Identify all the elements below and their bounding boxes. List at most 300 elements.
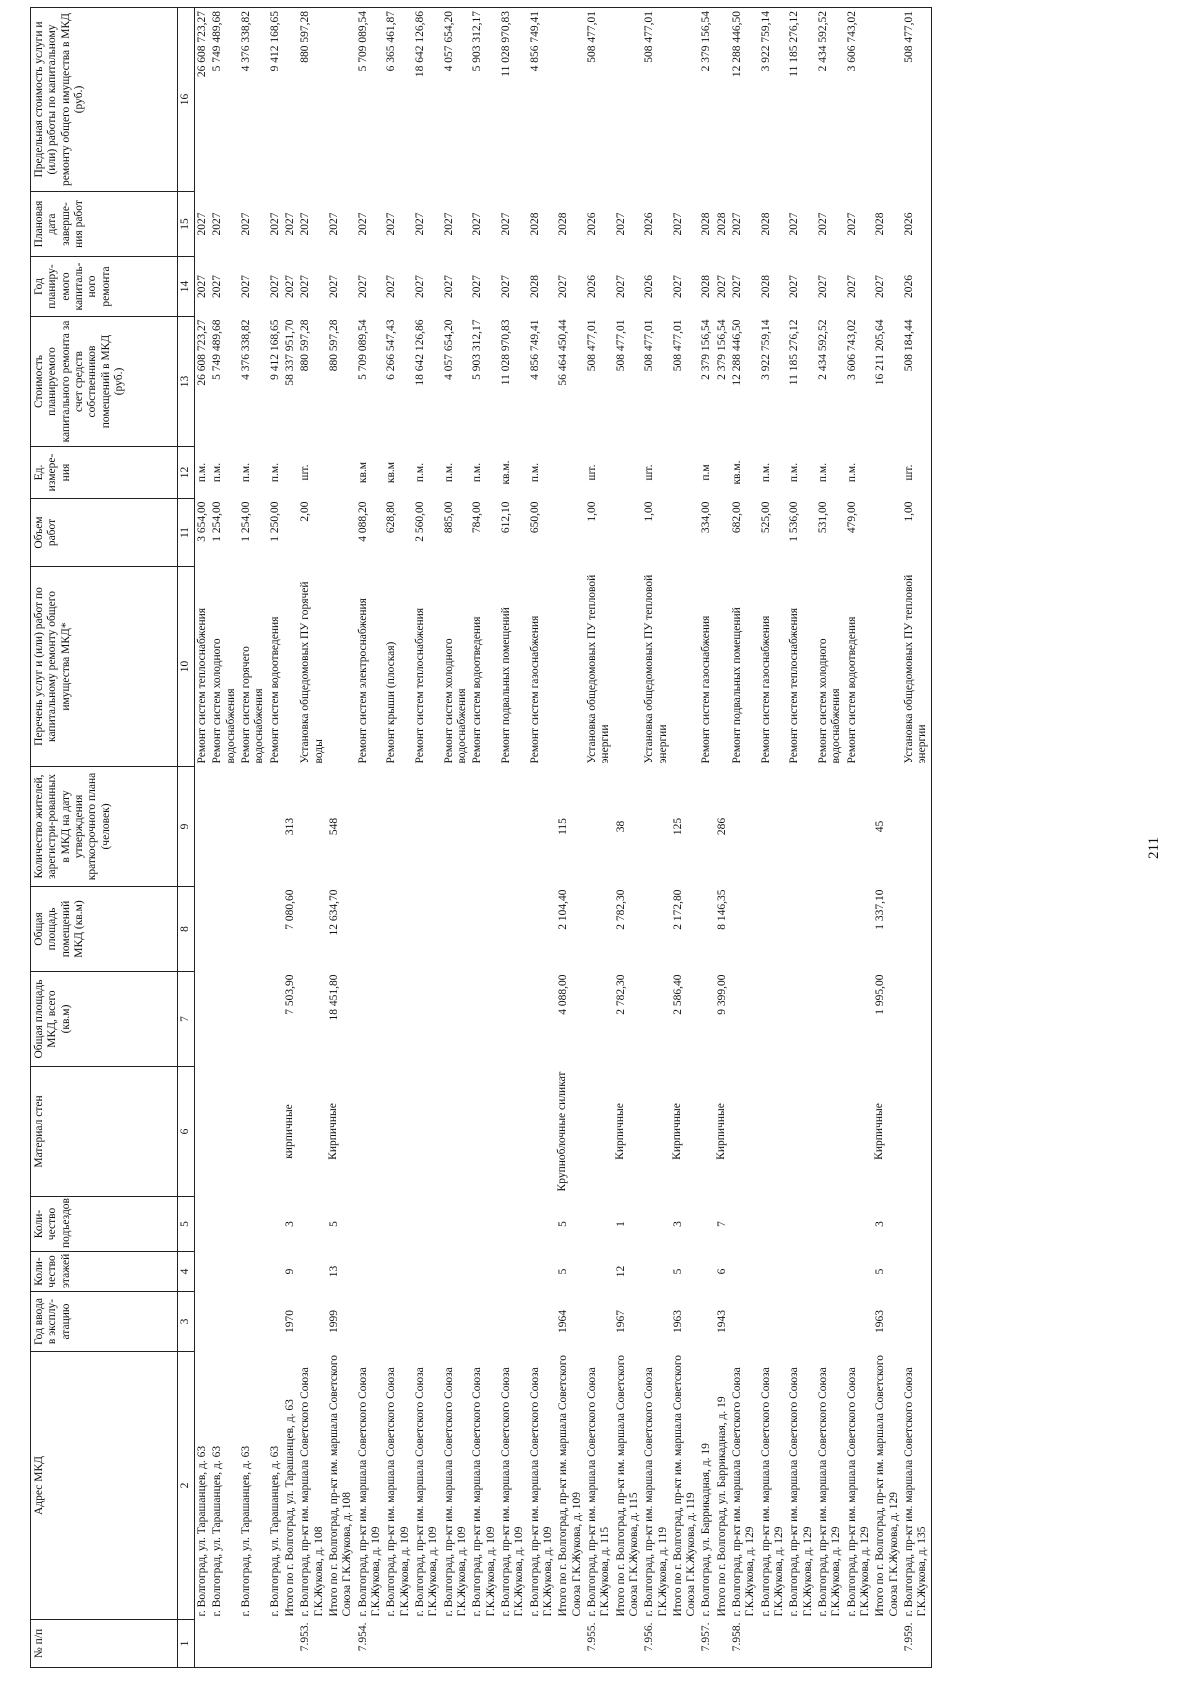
work-volume-cell [671, 499, 700, 567]
year-built-cell [413, 1292, 442, 1352]
floors-cell [442, 1252, 471, 1292]
entrances-cell [268, 1197, 283, 1252]
cost-cell: 508 184,44 [902, 317, 931, 447]
work-volume-cell: 784,00 [471, 501, 484, 534]
max-cost-cell: 4 057 654,20 [442, 8, 471, 192]
premises-area-cell: 8 146,35 [715, 889, 728, 930]
premises-area-cell [268, 887, 283, 972]
completion-date-cell: 2028 [759, 212, 772, 236]
cost-cell: 5 903 312,17 [471, 319, 484, 380]
address-cell: г. Волгоград, пр-кт им. маршала Советского Союза Г.К.Жукова, д. 109 [356, 1367, 382, 1617]
completion-date-cell: 2027 [327, 212, 340, 236]
residents-cell [413, 767, 442, 887]
wall-material-cell: Кирпичные [714, 1103, 727, 1160]
work-volume-cell [283, 499, 298, 567]
cost-cell: 3 922 759,14 [759, 319, 772, 380]
floors-cell [210, 1252, 239, 1292]
completion-date-cell: 2026 [643, 212, 656, 236]
total-area-cell: 4 088,00 [557, 974, 570, 1015]
repair-year-cell: 2027 [385, 275, 398, 298]
unit-cell [614, 447, 643, 499]
repair-year-cell: 2027 [196, 275, 208, 298]
floors-cell: 9 [283, 1268, 296, 1275]
year-built-cell [902, 1292, 931, 1352]
work-volume-cell [614, 499, 643, 567]
entrances-cell [195, 1197, 211, 1252]
column-headers [31, 8, 178, 1668]
repair-year-cell: 2028 [528, 275, 541, 298]
wall-material-cell: Кирпичные [613, 1103, 626, 1160]
address-cell: г. Волгоград, ул. Тарашанцев, д. 63 [211, 1445, 224, 1617]
wall-material-cell [268, 1067, 283, 1197]
total-area-cell: 7 503,90 [283, 974, 296, 1015]
column-number: 9 [178, 767, 195, 887]
year-built-cell [384, 1292, 413, 1352]
completion-date-cell: 2027 [268, 212, 281, 236]
table-row [210, 8, 239, 1668]
premises-area-cell [356, 887, 385, 972]
floors-cell [787, 1252, 816, 1292]
column-number: 3 [178, 1292, 195, 1352]
total-area-cell: 1 995,00 [874, 974, 887, 1015]
address-cell: г. Волгоград, пр-кт им. маршала Советского Союза Г.К.Жукова, д. 129 [788, 1367, 814, 1617]
cost-cell: 2 434 592,52 [817, 319, 830, 380]
table-body [195, 8, 932, 1668]
floors-cell [816, 1252, 845, 1292]
year-built-cell [699, 1292, 714, 1352]
work-type-cell: Ремонт систем водоотведения [471, 616, 484, 764]
table-row [614, 8, 643, 1668]
premises-area-cell: 7 080,60 [283, 889, 296, 930]
wall-material-cell [210, 1067, 239, 1197]
total-area-cell [268, 972, 283, 1067]
max-cost-cell: 11 185 276,12 [787, 8, 816, 192]
entrances-cell [298, 1197, 327, 1252]
cost-cell: 16 211 205,64 [874, 319, 887, 386]
table-row [642, 8, 671, 1668]
year-built-cell [470, 1292, 499, 1352]
unit-cell [671, 447, 700, 499]
entrances-cell [642, 1197, 671, 1252]
year-built-cell [298, 1292, 327, 1352]
work-volume-cell: 2,00 [299, 501, 312, 522]
work-volume-cell: 1 254,00 [239, 501, 252, 542]
completion-date-cell: 2027 [299, 212, 312, 236]
residents-cell: 548 [327, 817, 340, 836]
floors-cell [759, 1252, 788, 1292]
unit-cell: кв.м [356, 461, 369, 484]
table-row [873, 8, 902, 1668]
row-number [239, 1620, 268, 1668]
unit-cell: п.м. [471, 462, 484, 483]
year-built-cell [210, 1292, 239, 1352]
total-area-cell: 9 399,00 [715, 974, 728, 1015]
column-number: 2 [178, 1352, 195, 1620]
work-type-cell: Ремонт систем газоснабжения [700, 615, 713, 764]
unit-cell: п.м. [442, 462, 455, 483]
row-number [442, 1620, 471, 1668]
work-type-cell: Ремонт систем холодного водоснабжения [442, 638, 468, 764]
residents-cell [585, 767, 614, 887]
max-cost-cell [556, 8, 585, 192]
premises-area-cell: 2 782,30 [614, 889, 627, 930]
unit-cell: п.м. [211, 462, 224, 483]
residents-cell: 313 [283, 817, 296, 836]
column-number: 11 [178, 499, 195, 567]
rotated-page [30, 11, 1170, 1668]
wall-material-cell [499, 1067, 528, 1197]
unit-cell: кв.м. [731, 460, 744, 485]
column-number: 8 [178, 887, 195, 972]
work-type-cell: Установка общедомовых ПУ тепловой энергии [643, 574, 669, 764]
unit-cell: кв.м. [499, 460, 512, 485]
completion-date-cell: 2028 [874, 212, 887, 236]
premises-area-cell [413, 887, 442, 972]
row-number: 7.958. [730, 1620, 759, 1668]
column-number: 14 [178, 257, 195, 317]
year-built-cell [268, 1292, 283, 1352]
work-volume-cell [715, 499, 730, 567]
repair-year-cell: 2027 [283, 275, 296, 298]
work-type-cell [283, 567, 298, 767]
address-cell: г. Волгоград, пр-кт им. маршала Советского Союза Г.К.Жукова, д. 109 [528, 1367, 554, 1617]
total-area-cell: 2 586,40 [671, 974, 684, 1015]
cost-cell: 12 288 446,50 [731, 319, 744, 386]
table-row [902, 8, 931, 1668]
cost-cell: 4 376 338,82 [239, 319, 252, 380]
column-number: 12 [178, 447, 195, 499]
address-cell: г. Волгоград, ул. Тарашанцев, д. 63 [268, 1445, 281, 1617]
max-cost-cell [715, 8, 730, 192]
cost-cell: 18 642 126,86 [413, 319, 426, 386]
residents-cell [642, 767, 671, 887]
row-number [715, 1620, 730, 1668]
floors-cell: 5 [557, 1268, 570, 1275]
wall-material-cell [413, 1067, 442, 1197]
premises-area-cell [298, 887, 327, 972]
total-area-cell [730, 972, 759, 1067]
work-type-cell [614, 567, 643, 767]
address-cell: г. Волгоград, пр-кт им. маршала Советского Союза Г.К.Жукова, д. 129 [731, 1367, 757, 1617]
year-built-cell [499, 1292, 528, 1352]
column-header: Материал стен [31, 1067, 178, 1197]
floors-cell [528, 1252, 557, 1292]
max-cost-cell: 2 434 592,52 [816, 8, 845, 192]
residents-cell [195, 767, 211, 887]
column-header: Общая площадь МКД, всего (кв.м) [31, 972, 178, 1067]
address-cell: г. Волгоград, пр-кт им. маршала Советского Союза Г.К.Жукова, д. 109 [471, 1367, 497, 1617]
floors-cell [239, 1252, 268, 1292]
table-row [585, 8, 614, 1668]
column-number: 13 [178, 317, 195, 447]
work-type-cell: Ремонт систем теплоснабжения [413, 607, 426, 764]
cost-cell: 508 477,01 [614, 319, 627, 372]
cost-cell: 880 597,28 [299, 319, 312, 372]
work-volume-cell: 885,00 [442, 501, 455, 534]
work-volume-cell: 612,10 [499, 501, 512, 534]
column-number: 1 [178, 1620, 195, 1668]
completion-date-cell: 2027 [196, 212, 208, 236]
floors-cell [902, 1252, 931, 1292]
max-cost-cell: 880 597,28 [298, 8, 327, 192]
max-cost-cell: 11 028 970,83 [499, 8, 528, 192]
page-number: 211 [1146, 837, 1162, 859]
wall-material-cell [528, 1067, 557, 1197]
wall-material-cell [195, 1067, 211, 1197]
unit-cell [327, 447, 356, 499]
year-built-cell: 1970 [283, 1310, 296, 1333]
total-area-cell [642, 972, 671, 1067]
unit-cell: п.м [700, 464, 713, 481]
entrances-cell [699, 1197, 714, 1252]
table-row [759, 8, 788, 1668]
completion-date-cell: 2026 [585, 212, 598, 236]
cost-cell: 9 412 168,65 [268, 319, 281, 380]
floors-cell [845, 1252, 874, 1292]
floors-cell [499, 1252, 528, 1292]
work-type-cell: Установка общедомовых ПУ горячей воды [299, 581, 325, 764]
total-area-cell [845, 972, 874, 1067]
row-number [384, 1620, 413, 1668]
completion-date-cell: 2027 [788, 212, 801, 236]
unit-cell: кв.м [385, 461, 398, 484]
entrances-cell [902, 1197, 931, 1252]
residents-cell: 45 [874, 820, 887, 833]
year-built-cell [730, 1292, 759, 1352]
wall-material-cell: Кирпичные [670, 1103, 683, 1160]
residents-cell [442, 767, 471, 887]
entrances-cell: 3 [671, 1221, 684, 1227]
residents-cell [298, 767, 327, 887]
unit-cell: п.м. [528, 462, 541, 483]
entrances-cell [528, 1197, 557, 1252]
repair-year-cell: 2027 [788, 275, 801, 298]
repair-year-cell: 2027 [211, 275, 224, 298]
max-cost-cell: 508 477,01 [902, 8, 931, 192]
row-number: 7.953. [298, 1620, 327, 1668]
premises-area-cell [585, 887, 614, 972]
completion-date-cell: 2027 [283, 212, 296, 236]
entrances-cell [845, 1197, 874, 1252]
max-cost-cell: 508 477,01 [642, 8, 671, 192]
premises-area-cell [730, 887, 759, 972]
address-cell: г. Волгоград, пр-кт им. маршала Советского Союза Г.К.Жукова, д. 109 [499, 1367, 526, 1617]
year-built-cell [759, 1292, 788, 1352]
address-cell: г. Волгоград, пр-кт им. маршала Советского Союза Г.К.Жукова, д. 108 [299, 1367, 325, 1617]
work-type-cell [873, 567, 902, 767]
wall-material-cell [239, 1067, 268, 1197]
wall-material-cell [642, 1067, 671, 1197]
repair-year-cell: 2026 [902, 257, 931, 317]
year-built-cell [442, 1292, 471, 1352]
premises-area-cell [642, 887, 671, 972]
unit-cell: п.м. [413, 462, 426, 483]
total-area-cell [384, 972, 413, 1067]
floors-cell: 5 [874, 1268, 887, 1275]
year-built-cell: 1964 [557, 1310, 570, 1333]
address-cell: Итого по г. Волгоград, ул. Тарашанцев, д. 63 [283, 1399, 296, 1617]
row-number: 7.959. [902, 1620, 931, 1668]
max-cost-cell: 5 709 089,54 [356, 8, 385, 192]
repair-year-cell: 2027 [817, 275, 830, 298]
cost-cell: 508 477,01 [585, 319, 598, 372]
row-number [787, 1620, 816, 1668]
year-built-cell: 1963 [874, 1310, 887, 1333]
cost-cell: 3 606 743,02 [845, 319, 858, 380]
premises-area-cell: 1 337,10 [874, 889, 887, 930]
floors-cell [298, 1252, 327, 1292]
completion-date-cell: 2027 [239, 212, 252, 236]
max-cost-cell [283, 8, 298, 192]
premises-area-cell [528, 887, 557, 972]
completion-date-cell: 2027 [671, 212, 684, 236]
premises-area-cell [759, 887, 788, 972]
work-volume-cell: 682,00 [731, 501, 744, 534]
completion-date-cell: 2027 [211, 212, 224, 236]
cost-cell: 5 749 489,68 [211, 319, 224, 380]
column-header: Предельная стоимость услуги и (или) работы по капитальному ремонту общего имущества в МКД (руб.) [31, 8, 178, 192]
completion-date-cell: 2027 [614, 212, 627, 236]
floors-cell [413, 1252, 442, 1292]
column-number: 5 [178, 1197, 195, 1252]
completion-date-cell: 2028 [528, 212, 541, 236]
cost-cell: 4 856 749,41 [528, 319, 541, 380]
premises-area-cell [499, 887, 528, 972]
wall-material-cell: Крупноблочные силикат [556, 1071, 569, 1192]
row-number: 7.956. [642, 1620, 671, 1668]
table-row [556, 8, 585, 1668]
work-volume-cell: 2 560,00 [413, 501, 426, 542]
work-type-cell: Ремонт систем электроснабжения [356, 598, 369, 764]
wall-material-cell [787, 1067, 816, 1197]
entrances-cell: 3 [283, 1221, 296, 1227]
premises-area-cell [699, 887, 714, 972]
column-numbers [178, 8, 195, 1668]
address-cell: г. Волгоград, пр-кт им. маршала Советского Союза Г.К.Жукова, д. 129 [817, 1367, 843, 1617]
residents-cell [528, 767, 557, 887]
floors-cell [730, 1252, 759, 1292]
total-area-cell [413, 972, 442, 1067]
address-cell: г. Волгоград, пр-кт им. маршала Советского Союза Г.К.Жукова, д. 119 [643, 1367, 669, 1617]
unit-cell [283, 447, 298, 499]
floors-cell: 13 [327, 1265, 340, 1278]
entrances-cell [816, 1197, 845, 1252]
entrances-cell [384, 1197, 413, 1252]
cost-cell: 5 709 089,54 [356, 319, 369, 380]
work-volume-cell: 1 536,00 [788, 501, 801, 542]
address-cell: г. Волгоград, ул. Баррикадная, д. 19 [700, 1443, 713, 1617]
residents-cell: 286 [715, 817, 728, 836]
year-built-cell: 1943 [715, 1310, 728, 1333]
table-row [470, 8, 499, 1668]
table-row [442, 8, 471, 1668]
max-cost-cell: 2 379 156,54 [699, 8, 714, 192]
address-cell: Итого по г. Волгоград, пр-кт им. маршала Советского Союза Г.К.Жукова, д. 115 [614, 1355, 640, 1617]
completion-date-cell: 2027 [845, 212, 858, 236]
row-number: 7.954. [356, 1620, 385, 1668]
year-built-cell [816, 1292, 845, 1352]
work-type-cell: Ремонт систем водоотведения [845, 616, 858, 764]
address-cell: Итого по г. Волгоград, пр-кт им. маршала Советского Союза Г.К.Жукова, д. 108 [327, 1355, 354, 1617]
completion-date-cell: 2028 [700, 212, 713, 236]
column-header: Объем работ [31, 499, 178, 567]
column-number: 10 [178, 567, 195, 767]
floors-cell: 12 [614, 1265, 627, 1278]
completion-date-cell: 2027 [499, 212, 512, 236]
work-type-cell: Установка общедомовых ПУ тепловой энергии [902, 567, 931, 767]
work-volume-cell: 1 254,00 [211, 501, 224, 542]
year-built-cell [787, 1292, 816, 1352]
unit-cell: п.м. [788, 462, 801, 483]
unit-cell [556, 447, 585, 499]
wall-material-cell [585, 1067, 614, 1197]
entrances-cell: 7 [715, 1221, 728, 1227]
total-area-cell [528, 972, 557, 1067]
floors-cell [356, 1252, 385, 1292]
repair-year-cell: 2027 [299, 275, 312, 298]
completion-date-cell: 2026 [902, 192, 931, 257]
work-volume-cell [327, 499, 356, 567]
entrances-cell: 5 [557, 1221, 570, 1227]
row-number [195, 1620, 211, 1668]
table-row [298, 8, 327, 1668]
max-cost-cell: 4 856 749,41 [528, 8, 557, 192]
repair-year-cell: 2027 [715, 275, 728, 298]
column-header: Общая площадь помещений МКД (кв.м) [31, 887, 178, 972]
entrances-cell [585, 1197, 614, 1252]
column-number: 4 [178, 1252, 195, 1292]
premises-area-cell [470, 887, 499, 972]
repair-year-cell: 2027 [442, 275, 455, 298]
work-volume-cell: 4 088,20 [356, 501, 369, 542]
row-number [283, 1620, 298, 1668]
unit-cell: шт. [643, 464, 656, 481]
residents-cell [499, 767, 528, 887]
work-type-cell: Ремонт подвальных помещений [731, 607, 744, 764]
year-built-cell [356, 1292, 385, 1352]
max-cost-cell [671, 8, 700, 192]
column-header: Коли-чество этажей [31, 1252, 178, 1292]
column-header: Адрес МКД [31, 1352, 178, 1620]
max-cost-cell: 26 608 723,27 [195, 8, 211, 192]
work-volume-cell: 1,00 [643, 501, 656, 522]
total-area-cell [470, 972, 499, 1067]
work-type-cell: Ремонт систем водоотведения [268, 616, 281, 764]
address-cell: Итого по г. Волгоград, пр-кт им. маршала Советского Союза Г.К.Жукова, д. 109 [557, 1355, 583, 1617]
cost-cell: 880 597,28 [327, 319, 340, 372]
total-area-cell [195, 972, 211, 1067]
repair-year-cell: 2027 [239, 275, 252, 298]
table-row [671, 8, 700, 1668]
row-number: 7.957. [699, 1620, 714, 1668]
work-type-cell: Ремонт систем теплоснабжения [196, 607, 208, 764]
work-type-cell: Ремонт систем холодного водоснабжения [817, 638, 843, 764]
premises-area-cell: 12 634,70 [327, 889, 340, 936]
table-row [283, 8, 298, 1668]
max-cost-cell: 18 642 126,86 [413, 8, 442, 192]
cost-cell: 11 028 970,83 [499, 319, 512, 386]
row-number [671, 1620, 700, 1668]
cost-cell: 56 464 450,44 [557, 319, 570, 386]
residents-cell [470, 767, 499, 887]
table-row [195, 8, 211, 1668]
table-row [327, 8, 356, 1668]
table-row [499, 8, 528, 1668]
unit-cell: п.м. [196, 462, 208, 483]
cost-cell: 2 379 156,54 [715, 319, 728, 380]
residents-cell [268, 767, 283, 887]
total-area-cell [442, 972, 471, 1067]
